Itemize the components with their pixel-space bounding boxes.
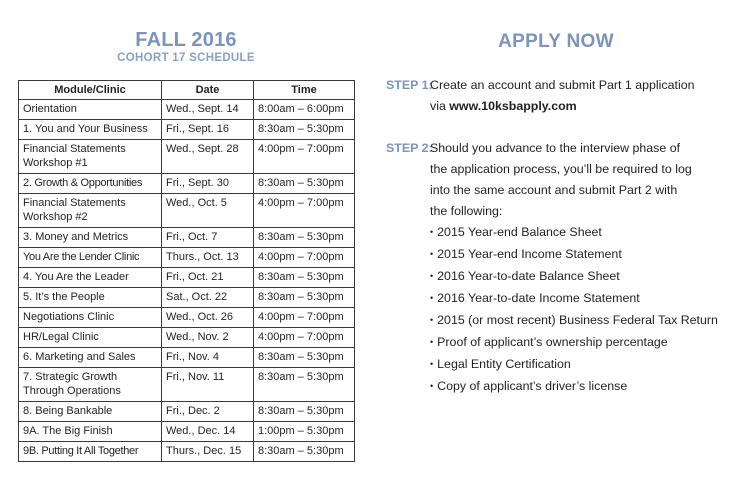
date-cell: Thurs., Oct. 13 xyxy=(162,248,254,268)
step-2-label: STEP 2: xyxy=(386,141,433,155)
time-cell: 8:00am – 6:00pm xyxy=(254,100,355,120)
module-cell: 2. Growth & Opportunities xyxy=(19,174,162,194)
time-cell: 8:30am – 5:30pm xyxy=(254,442,355,462)
table-row xyxy=(19,100,355,120)
time-cell: 4:00pm – 7:00pm xyxy=(254,328,355,348)
apply-url-link[interactable]: www.10ksbapply.com xyxy=(449,99,577,113)
requirement-item: • Copy of applicant’s driver’s license xyxy=(430,376,730,398)
time-cell: 4:00pm – 7:00pm xyxy=(254,248,355,268)
time-cell: 8:30am – 5:30pm xyxy=(254,268,355,288)
table-row xyxy=(19,174,355,194)
table-row xyxy=(19,368,355,402)
module-cell: HR/Legal Clinic xyxy=(19,328,162,348)
date-cell: Wed., Dec. 14 xyxy=(162,422,254,442)
module-cell: Orientation xyxy=(19,100,162,120)
requirement-item: • 2015 (or most recent) Business Federal Tax Return xyxy=(430,310,730,332)
column-header-date: Date xyxy=(162,81,254,100)
step-1-label: STEP 1: xyxy=(386,78,433,92)
column-header-time: Time xyxy=(254,81,355,100)
module-cell: 9B. Putting It All Together xyxy=(19,442,162,462)
schedule-title: FALL 2016 xyxy=(135,29,237,51)
module-cell: 4. You Are the Leader xyxy=(19,268,162,288)
step-2-text-line: into the same account and submit Part 2 with xyxy=(430,183,678,197)
schedule-subtitle: COHORT 17 SCHEDULE xyxy=(117,52,255,64)
table-row xyxy=(19,268,355,288)
module-cell: 9A. The Big Finish xyxy=(19,422,162,442)
table-row xyxy=(19,442,355,462)
time-cell: 8:30am – 5:30pm xyxy=(254,348,355,368)
module-cell: 1. You and Your Business xyxy=(19,120,162,140)
step-2-text-line: the following: xyxy=(430,204,503,218)
date-cell: Wed., Sept. 14 xyxy=(162,100,254,120)
table-row xyxy=(19,328,355,348)
requirements-list xyxy=(430,222,730,398)
module-cell: 6. Marketing and Sales xyxy=(19,348,162,368)
via-text: via xyxy=(430,99,450,113)
date-cell: Fri., Oct. 21 xyxy=(162,268,254,288)
table-row xyxy=(19,288,355,308)
time-cell: 8:30am – 5:30pm xyxy=(254,402,355,422)
time-cell: 8:30am – 5:30pm xyxy=(254,288,355,308)
date-cell: Sat., Oct. 22 xyxy=(162,288,254,308)
requirement-item: • Proof of applicant’s ownership percentage xyxy=(430,332,730,354)
requirement-item: • Legal Entity Certification xyxy=(430,354,730,376)
module-cell: 8. Being Bankable xyxy=(19,402,162,422)
requirement-item: • 2016 Year-to-date Balance Sheet xyxy=(430,266,730,288)
table-row xyxy=(19,248,355,268)
step-2-text-line: Should you advance to the interview phase of xyxy=(430,141,681,155)
module-cell: 7. Strategic Growth Through Operations xyxy=(19,368,162,402)
module-cell: You Are the Lender Clinic xyxy=(19,248,162,268)
requirement-item: • 2015 Year-end Balance Sheet xyxy=(430,222,730,244)
time-cell: 4:00pm – 7:00pm xyxy=(254,140,355,174)
step-2-body xyxy=(430,138,730,398)
date-cell: Wed., Nov. 2 xyxy=(162,328,254,348)
step-1-text: Create an account and submit Part 1 application xyxy=(430,78,695,92)
table-row xyxy=(19,402,355,422)
time-cell: 8:30am – 5:30pm xyxy=(254,368,355,402)
date-cell: Wed., Oct. 5 xyxy=(162,194,254,228)
date-cell: Fri., Dec. 2 xyxy=(162,402,254,422)
date-cell: Fri., Sept. 16 xyxy=(162,120,254,140)
date-cell: Wed., Sept. 28 xyxy=(162,140,254,174)
module-cell: Financial Statements Workshop #2 xyxy=(19,194,162,228)
step-2 xyxy=(386,138,726,398)
time-cell: 8:30am – 5:30pm xyxy=(254,120,355,140)
module-cell: Financial Statements Workshop #1 xyxy=(19,140,162,174)
apply-title: APPLY NOW xyxy=(498,31,614,52)
requirement-item: • 2015 Year-end Income Statement xyxy=(430,244,730,266)
step-1-body xyxy=(430,75,730,117)
time-cell: 4:00pm – 7:00pm xyxy=(254,308,355,328)
date-cell: Fri., Nov. 4 xyxy=(162,348,254,368)
table-header-row xyxy=(19,81,355,100)
table-row xyxy=(19,422,355,442)
table-row xyxy=(19,194,355,228)
schedule-table xyxy=(18,80,355,462)
date-cell: Wed., Oct. 26 xyxy=(162,308,254,328)
table-row xyxy=(19,140,355,174)
module-cell: 5. It’s the People xyxy=(19,288,162,308)
table-row xyxy=(19,348,355,368)
time-cell: 8:30am – 5:30pm xyxy=(254,174,355,194)
date-cell: Fri., Sept. 30 xyxy=(162,174,254,194)
step-2-text-line: the application process, you’ll be required to log xyxy=(430,162,692,176)
date-cell: Thurs., Dec. 15 xyxy=(162,442,254,462)
time-cell: 1:00pm – 5:30pm xyxy=(254,422,355,442)
table-row xyxy=(19,308,355,328)
table-row xyxy=(19,228,355,248)
module-cell: 3. Money and Metrics xyxy=(19,228,162,248)
date-cell: Fri., Oct. 7 xyxy=(162,228,254,248)
date-cell: Fri., Nov. 11 xyxy=(162,368,254,402)
module-cell: Negotiations Clinic xyxy=(19,308,162,328)
time-cell: 8:30am – 5:30pm xyxy=(254,228,355,248)
requirement-item: • 2016 Year-to-date Income Statement xyxy=(430,288,730,310)
time-cell: 4:00pm – 7:00pm xyxy=(254,194,355,228)
table-row xyxy=(19,120,355,140)
step-1 xyxy=(386,75,726,119)
step-1-via-line xyxy=(430,96,730,117)
column-header-module: Module/Clinic xyxy=(19,81,162,100)
